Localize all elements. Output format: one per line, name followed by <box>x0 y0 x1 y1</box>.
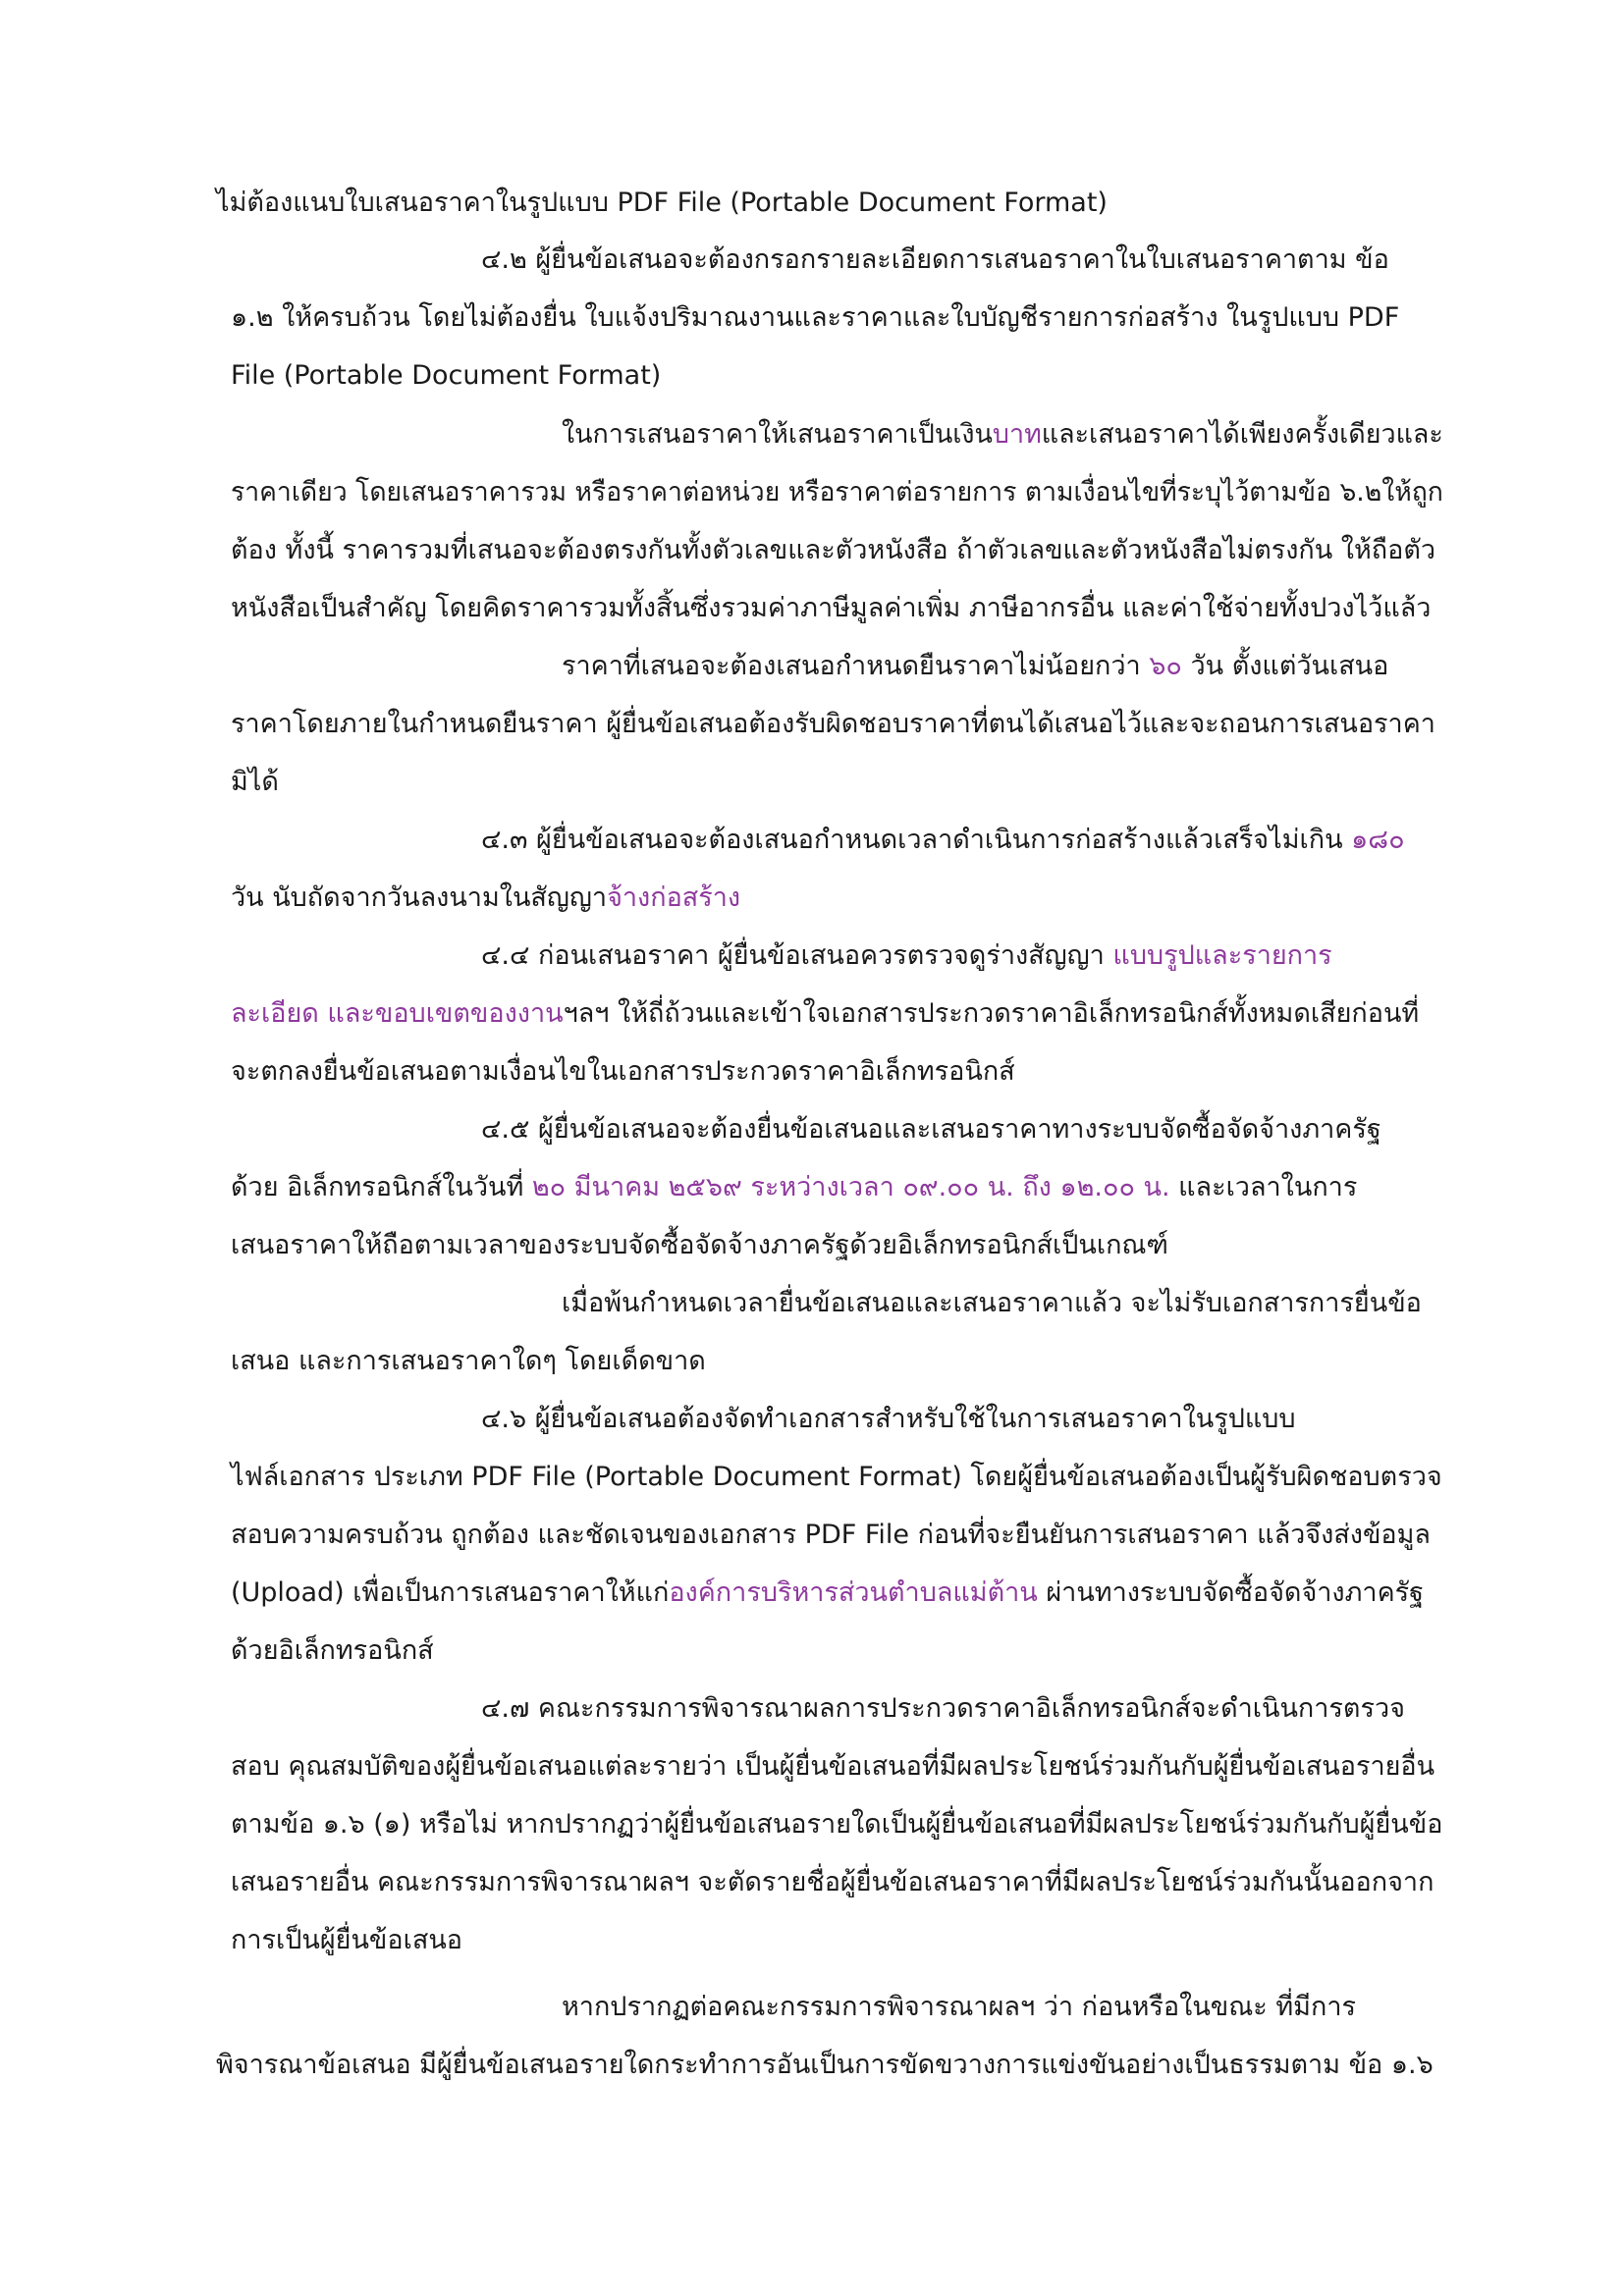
text-run: สอบความครบถ้วน ถูกต้อง และชัดเจนของเอกสาร PDF File ก่อนที่จะยืนยันการเสนอราคา แล้วจึงส่งข้อมูล <box>231 1520 1431 1550</box>
text-line <box>481 1400 1296 1439</box>
text-line <box>231 763 279 802</box>
text-run: ตามข้อ ๑.๖ (๑) หรือไม่ หากปรากฏว่าผู้ยื่นข้อเสนอรายใดเป็นผู้ยื่นข้อเสนอที่มีผลประโยชน์ร่วมกันกับผู้ยื่นข้อ <box>231 1809 1443 1840</box>
text-run: เสนอ และการเสนอราคาใดๆ โดยเด็ดขาด <box>231 1346 706 1376</box>
text-run: ๔.๔ ก่อนเสนอราคา ผู้ยื่นข้อเสนอควรตรวจดูร่างสัญญา <box>481 940 1113 971</box>
text-line <box>562 1988 1356 2027</box>
text-run: ไฟล์เอกสาร ประเภท PDF File (Portable Document Format) โดยผู้ยื่นข้อเสนอต้องเป็นผู้รับผิดชอบตรวจ <box>231 1462 1442 1492</box>
text-run: เสนอรายอื่น คณะกรรมการพิจารณาผลฯ จะตัดรายชื่อผู้ยื่นข้อเสนอราคาที่มีผลประโยชน์ร่วมกันนั้นออกจาก <box>231 1867 1435 1897</box>
text-run: ๔.๖ ผู้ยื่นข้อเสนอต้องจัดทำเอกสารสำหรับใช้ในการเสนอราคาในรูปแบบ <box>481 1404 1296 1434</box>
highlighted-text: จ้างก่อสร้าง <box>607 882 741 913</box>
text-run: ราคาเดียว โดยเสนอราคารวม หรือราคาต่อหน่วย หรือราคาต่อรายการ ตามเงื่อนไขที่ระบุไว้ตามข้อ ๖.๒ให้ถูก <box>231 477 1443 507</box>
text-line <box>231 1921 462 1960</box>
text-run: ๔.๓ ผู้ยื่นข้อเสนอจะต้องเสนอกำหนดเวลาดำเนินการก่อสร้างแล้วเสร็จไม่เกิน <box>481 825 1352 855</box>
text-line <box>231 1226 1168 1265</box>
text-line <box>481 821 1405 860</box>
text-run: ๔.๒ ผู้ยื่นข้อเสนอจะต้องกรอกรายละเอียดการเสนอราคาในใบเสนอราคาตาม ข้อ <box>481 244 1389 275</box>
text-run: ไม่ต้องแนบใบเสนอราคาในรูปแบบ PDF File (Portable Document Format) <box>216 187 1108 218</box>
highlighted-text: องค์การบริหารส่วนตำบลแม่ต้าน <box>669 1577 1038 1608</box>
text-run: ด้วยอิเล็กทรอนิกส์ <box>231 1635 434 1666</box>
text-run: วัน ตั้งแต่วันเสนอ <box>1181 651 1389 681</box>
text-run: วัน นับถัดจากวันลงนามในสัญญา <box>231 882 608 913</box>
highlighted-text: ๑๘๐ <box>1351 825 1405 855</box>
text-line <box>231 1631 434 1671</box>
highlighted-text: ๖๐ <box>1149 651 1182 681</box>
text-line <box>481 240 1389 280</box>
text-line <box>562 1284 1422 1323</box>
text-line <box>231 1747 1435 1787</box>
text-run: ๔.๗ คณะกรรมการพิจารณาผลการประกวดราคาอิเล็กทรอนิกส์จะดำเนินการตรวจ <box>481 1693 1405 1724</box>
text-line <box>481 1689 1405 1729</box>
text-line <box>562 415 1443 454</box>
text-line <box>481 1110 1381 1149</box>
text-run: และเสนอราคาได้เพียงครั้งเดียวและ <box>1041 419 1443 450</box>
text-run: และเวลาในการ <box>1169 1172 1358 1202</box>
text-run: เสนอราคาให้ถือตามเวลาของระบบจัดซื้อจัดจ้างภาครัฐด้วยอิเล็กทรอนิกส์เป็นเกณฑ์ <box>231 1230 1168 1260</box>
text-run: ฯลฯ ให้ถี่ถ้วนและเข้าใจเอกสารประกวดราคาอิเล็กทรอนิกส์ทั้งหมดเสียก่อนที่ <box>563 998 1420 1029</box>
highlighted-text: ละเอียด และขอบเขตของงาน <box>231 998 564 1029</box>
text-line <box>216 184 1108 223</box>
text-run: (Upload) เพื่อเป็นการเสนอราคาให้แก่ <box>231 1577 670 1608</box>
text-line <box>231 705 1435 744</box>
text-run: ในการเสนอราคาให้เสนอราคาเป็นเงิน <box>562 419 993 450</box>
text-run: ราคาโดยภายในกำหนดยืนราคา ผู้ยื่นข้อเสนอต้องรับผิดชอบราคาที่ตนได้เสนอไว้และจะถอนการเสนอราคา <box>231 709 1435 739</box>
highlighted-text: แบบรูปและรายการ <box>1112 940 1332 971</box>
text-run: ๔.๕ ผู้ยื่นข้อเสนอจะต้องยื่นข้อเสนอและเสนอราคาทางระบบจัดซื้อจัดจ้างภาครัฐ <box>481 1114 1381 1145</box>
text-run: จะตกลงยื่นข้อเสนอตามเงื่อนไขในเอกสารประกวดราคาอิเล็กทรอนิกส์ <box>231 1056 1015 1087</box>
text-line <box>231 531 1435 570</box>
text-run: ราคาที่เสนอจะต้องเสนอกำหนดยืนราคาไม่น้อยกว่า <box>562 651 1150 681</box>
text-run: มิได้ <box>231 767 279 797</box>
text-line <box>231 1574 1424 1613</box>
highlighted-text: บาท <box>992 419 1042 450</box>
text-line <box>231 1052 1015 1092</box>
text-line <box>562 647 1388 686</box>
text-line <box>231 298 1399 338</box>
text-line <box>231 1516 1431 1555</box>
text-line <box>216 2046 1434 2085</box>
text-run: หากปรากฏต่อคณะกรรมการพิจารณาผลฯ ว่า ก่อนหรือในขณะ ที่มีการ <box>562 1992 1356 2022</box>
text-run: การเป็นผู้ยื่นข้อเสนอ <box>231 1925 462 1955</box>
text-run: หนังสือเป็นสำคัญ โดยคิดราคารวมทั้งสิ้นซึ่งรวมค่าภาษีมูลค่าเพิ่ม ภาษีอากรอื่น และค่าใช้จ่ายทั้งปวงไว้แล้ว <box>231 593 1432 623</box>
text-line <box>231 879 740 918</box>
text-run: พิจารณาข้อเสนอ มีผู้ยื่นข้อเสนอรายใดกระทำการอันเป็นการขัดขวางการแข่งขันอย่างเป็นธรรมตาม ข้อ ๑.๖ <box>216 2050 1434 2080</box>
text-line <box>231 1342 706 1381</box>
text-line <box>231 356 661 396</box>
text-run: ต้อง ทั้งนี้ ราคารวมที่เสนอจะต้องตรงกันทั้งตัวเลขและตัวหนังสือ ถ้าตัวเลขและตัวหนังสือไม่ตรงกัน ให้ถือตัว <box>231 535 1436 565</box>
text-run: File (Portable Document Format) <box>231 360 662 391</box>
text-line <box>231 994 1419 1034</box>
text-run: สอบ คุณสมบัติของผู้ยื่นข้อเสนอแต่ละรายว่า เป็นผู้ยื่นข้อเสนอที่มีผลประโยชน์ร่วมกันกับผู้ยื่นข้อเสนอรายอื่น <box>231 1751 1435 1782</box>
highlighted-text: ระหว่างเวลา ๐๙.๐๐ น. ถึง ๑๒.๐๐ น. <box>750 1172 1170 1202</box>
text-run: ผ่านทางระบบจัดซื้อจัดจ้างภาครัฐ <box>1037 1577 1425 1608</box>
text-line <box>231 473 1443 512</box>
text-line <box>231 1458 1442 1497</box>
highlighted-text: ๒๐ มีนาคม ๒๕๖๙ <box>531 1172 742 1202</box>
text-run: ด้วย อิเล็กทรอนิกส์ในวันที่ <box>231 1172 532 1202</box>
text-run: ๑.๒ ให้ครบถ้วน โดยไม่ต้องยื่น ใบแจ้งปริมาณงานและราคาและใบบัญชีรายการก่อสร้าง ในรูปแบบ PDF <box>231 302 1400 333</box>
text-line <box>481 936 1332 976</box>
text-line <box>231 1805 1442 1844</box>
text-run: เมื่อพ้นกำหนดเวลายื่นข้อเสนอและเสนอราคาแล้ว จะไม่รับเอกสารการยื่นข้อ <box>562 1288 1422 1318</box>
text-line <box>231 589 1431 628</box>
text-line <box>231 1168 1357 1207</box>
text-line <box>231 1863 1434 1902</box>
